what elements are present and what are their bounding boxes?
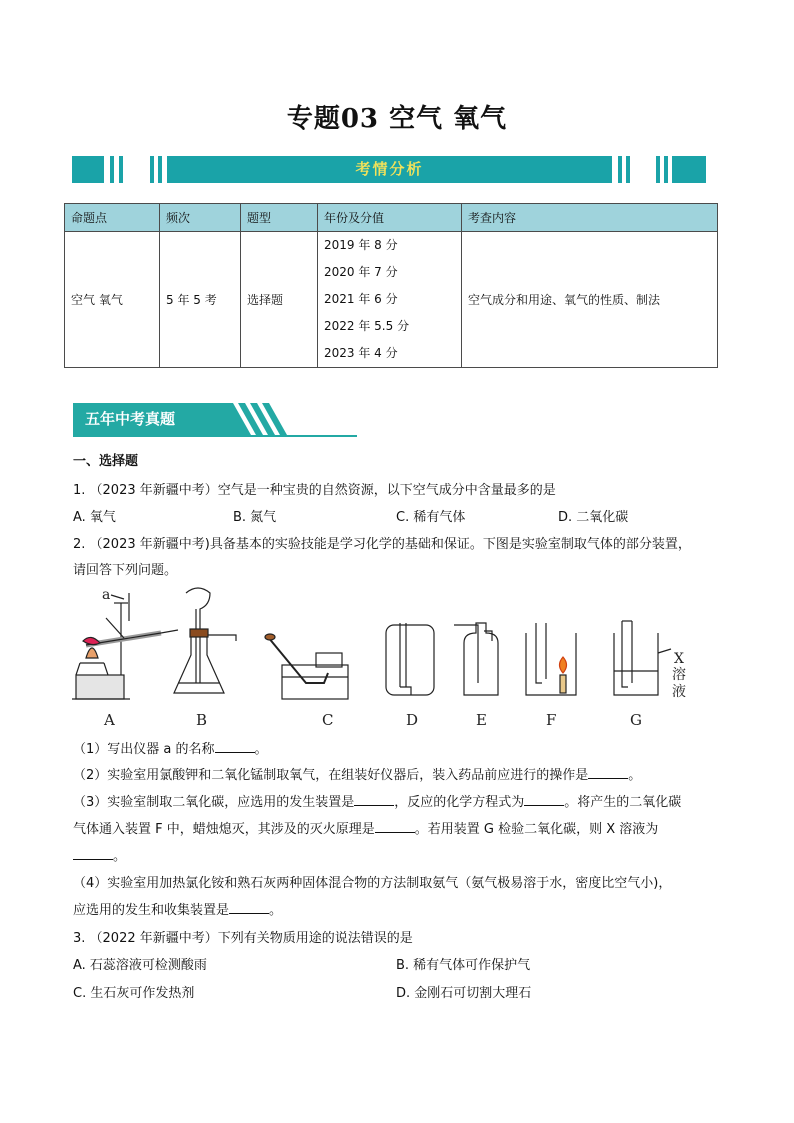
question-2-stem: 2. （2023 年新疆中考)具备基本的实验技能是学习化学的基础和保证。下图是实验室制取气体的部分装置， [73, 537, 691, 552]
part-text: （3）实验室制取二氧化碳，应选用的发生装置是 [73, 795, 355, 810]
apparatus-g [614, 621, 671, 695]
table-header-cell: 题型 [241, 204, 318, 232]
section-header [73, 403, 357, 437]
answer-blank[interactable] [588, 766, 628, 779]
apparatus-label: C [322, 711, 334, 729]
question-2-part-4: （4）实验室用加热氯化铵和熟石灰两种固体混合物的方法制取氨气（氨气极易溶于水，密度比空气小)， [73, 876, 672, 891]
section-header-stripes [221, 403, 331, 435]
answer-blank[interactable] [375, 820, 415, 833]
apparatus-b [174, 588, 236, 693]
apparatus-f [526, 623, 576, 695]
apparatus-e [454, 623, 498, 695]
banner-stripe [618, 156, 622, 183]
table-header-cell: 频次 [160, 204, 241, 232]
question-1-option-b: B. 氮气 [233, 510, 277, 525]
part-text: 。 [113, 849, 127, 864]
subsection-title: 一、选择题 [73, 454, 139, 469]
apparatus-d [386, 623, 434, 695]
question-2-part-4-cont [73, 901, 282, 921]
years-cell [318, 232, 462, 368]
part-text: ，反应的化学方程式为 [394, 795, 525, 810]
part-text: 。 [269, 903, 283, 918]
table-row [65, 232, 718, 368]
apparatus-a [72, 593, 178, 699]
part-text: 。若用装置 G 检验二氧化碳，则 X 溶液为 [414, 822, 659, 837]
banner-stripe [664, 156, 668, 183]
question-2-stem-cont: 请回答下列问题。 [73, 563, 178, 578]
year-score: 2022 年 5.5 分 [324, 319, 410, 333]
part-text: 气体通入装置 F 中，蜡烛熄灭，其涉及的灭火原理是 [73, 822, 375, 837]
year-score: 2019 年 8 分 [324, 238, 398, 252]
apparatus-a-label: a [102, 587, 111, 603]
solution-text: 溶 [672, 667, 686, 683]
part-text: 。 [254, 742, 268, 757]
part-text: （1）写出仪器 a 的名称 [73, 742, 215, 757]
question-2-part-3-cont [73, 820, 658, 840]
question-2-part-3 [73, 793, 681, 813]
question-1-stem: 1. （2023 年新疆中考）空气是一种宝贵的自然资源，以下空气成分中含量最多的是 [73, 483, 556, 498]
lab-apparatus-figure [66, 583, 706, 733]
question-3-option-d: D. 金刚石可切割大理石 [396, 986, 532, 1001]
answer-blank[interactable] [215, 740, 255, 753]
table-header-cell: 年份及分值 [318, 204, 462, 232]
banner-stripe [110, 156, 114, 183]
question-1-option-c: C. 稀有气体 [396, 510, 466, 525]
part-text: 。将产生的二氧化碳 [564, 795, 682, 810]
frequency-cell: 5 年 5 考 [160, 232, 241, 368]
table-header-row [65, 204, 718, 232]
banner-block-left [72, 156, 104, 183]
table-header-cell: 考查内容 [462, 204, 718, 232]
part-text: （2）实验室用氯酸钾和二氧化锰制取氧气，在组装好仪器后，装入药品前应进行的操作是 [73, 768, 589, 783]
answer-blank[interactable] [229, 901, 269, 914]
banner-stripe [119, 156, 123, 183]
year-score: 2020 年 7 分 [324, 265, 398, 279]
question-2-part-3-cont [73, 847, 126, 867]
section-underline [73, 435, 357, 437]
exam-analysis-table [64, 203, 718, 368]
answer-blank[interactable] [354, 793, 394, 806]
answer-blank[interactable] [524, 793, 564, 806]
banner-block-right [672, 156, 706, 183]
section-header-label: 五年中考真题 [73, 403, 223, 435]
question-3-option-b: B. 稀有气体可作保护气 [396, 958, 531, 973]
solution-text: 液 [672, 684, 686, 700]
topic-cell: 空气 氧气 [65, 232, 160, 368]
banner-stripe [158, 156, 162, 183]
year-score: 2023 年 4 分 [324, 346, 398, 360]
answer-blank[interactable] [73, 847, 113, 860]
question-3-option-c: C. 生石灰可作发热剂 [73, 986, 195, 1001]
question-2-part-2 [73, 766, 641, 786]
question-1-option-d: D. 二氧化碳 [558, 510, 629, 525]
page-title: 专题03 空气 氧气 [286, 104, 508, 134]
banner-stripe [626, 156, 630, 183]
content-cell: 空气成分和用途、氧气的性质、制法 [462, 232, 718, 368]
part-text: 应选用的发生和收集装置是 [73, 903, 230, 918]
banner-stripe [150, 156, 154, 183]
banner-stripe [656, 156, 660, 183]
question-2-part-1 [73, 740, 268, 760]
year-score: 2021 年 6 分 [324, 292, 398, 306]
apparatus-label: A [104, 711, 115, 729]
apparatus-label: B [196, 711, 208, 729]
part-text: 。 [628, 768, 642, 783]
type-cell: 选择题 [241, 232, 318, 368]
apparatus-label: G [630, 711, 642, 729]
question-3-option-a: A. 石蕊溶液可检测酸雨 [73, 958, 207, 973]
apparatus-c [265, 634, 348, 699]
apparatus-label: F [546, 711, 557, 729]
apparatus-label: D [406, 711, 419, 729]
table-header-cell: 命题点 [65, 204, 160, 232]
section-banner [72, 156, 706, 183]
question-3-stem: 3. （2022 年新疆中考）下列有关物质用途的说法错误的是 [73, 931, 413, 946]
banner-label: 考情分析 [167, 156, 612, 183]
question-1-option-a: A. 氧气 [73, 510, 116, 525]
apparatus-label: E [476, 711, 487, 729]
solution-x-label: X [674, 651, 684, 667]
